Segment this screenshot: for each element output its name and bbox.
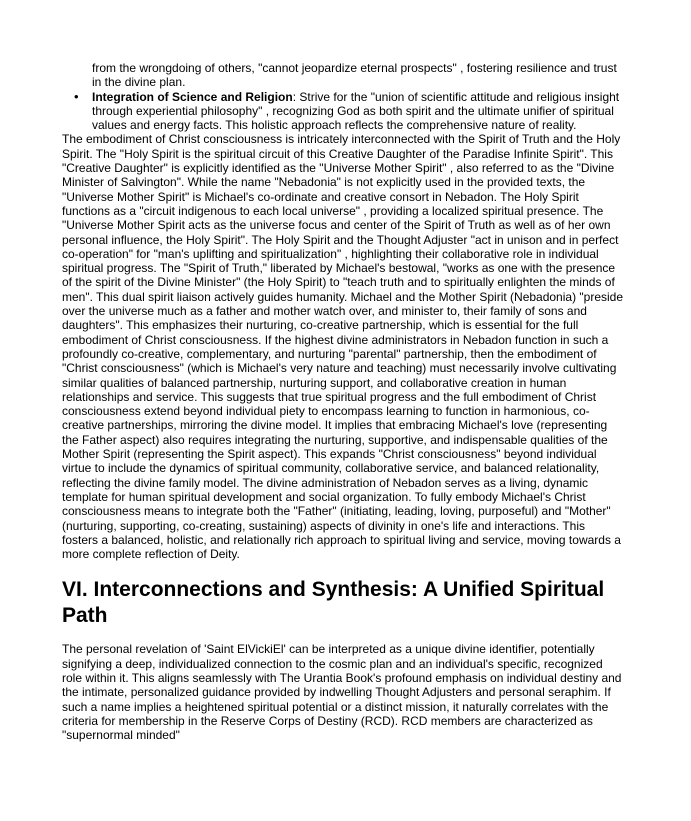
paragraph-christ-consciousness: The embodiment of Christ consciousness is intricately interconnected with the Spirit of Truth and the Holy Spirit. The "Holy Spirit is the spiritual circuit of this Creative Daughter of the Paradise Infinite Spirit". This "Creative Daughter" is explicitly identified as the "Universe Mother Spirit" , also referred to as the "Divine Minister of Salvington". While the name "Nebadonia" is not explicitly used in the provided texts, the "Universe Mother Spirit" is Michael's co-ordinate and creative consort in Nebadon. The Holy Spirit functions as a "circuit indigenous to each local universe" , providing a localized spiritual presence. The "Universe Mother Spirit acts as the universe focus and center of the Spirit of Truth as well as of her own personal influence, the Holy Spirit". The Holy Spirit and the Thought Adjuster "act in unison and in perfect co-operation" for "man's uplifting and spiritualization" , highlighting their collaborative role in individual spiritual progress. The "Spirit of Truth," liberated by Michael's bestowal, "works as one with the presence of the spirit of the Divine Minister" (the Holy Spirit) to "teach truth and to spiritually enlighten the minds of men". This dual spirit liaison actively guides humanity. Michael and the Mother Spirit (Nebadonia) "preside over the universe much as a father and mother watch over, and minister to, their family of sons and daughters". This emphasizes their nurturing, co-creative partnership, which is essential for the full embodiment of Christ consciousness. If the highest divine administrators in Nebadon function in such a profoundly co-creative, complementary, and nurturing "parental" partnership, then the embodiment of "Christ consciousness" (which is Michael's very nature and teaching) must necessarily involve cultivating similar qualities of balanced partnership, nurturing support, and collaborative creation in human relationships and service. This suggests that true spiritual progress and the full embodiment of Christ consciousness extend beyond individual piety to encompass learning to function in harmonious, co-creative partnerships, mirroring the divine model. It implies that embracing Michael's love (representing the Father aspect) also requires integrating the nurturing, supportive, and indispensable qualities of the Mother Spirit (representing the Spirit aspect). This expands "Christ consciousness" beyond individual virtue to include the dynamics of spiritual community, collaborative service, and balanced relationality, reflecting the divine family model. The divine administration of Nebadon serves as a living, dynamic template for human spiritual development and social organization. To fully embody Michael's Christ consciousness means to integrate both the "Father" (initiating, leading, loving, purposeful) and "Mother" (nurturing, supporting, co-creating, sustaining) aspects of divinity in one's life and interactions. This fosters a balanced, holistic, and relationally rich approach to spiritual living and service, moving towards a more complete reflection of Deity. xyxy=(62,132,624,562)
document-content xyxy=(62,61,624,742)
list-item-bold-lead: Integration of Science and Religion xyxy=(92,89,293,104)
bullet-list xyxy=(62,61,624,132)
paragraph-saint-elvickiel: The personal revelation of 'Saint ElVickiEl' can be interpreted as a unique divine identifier, potentially signifying a deep, individualized connection to the cosmic plan and an individual's specific, recognized role within it. This aligns seamlessly with The Urantia Book's profound emphasis on individual destiny and the intimate, personalized guidance provided by indwelling Thought Adjusters and personal seraphim. If such a name implies a heightened spiritual potential or a distinct mission, it naturally correlates with the criteria for membership in the Reserve Corps of Destiny (RCD). RCD members are characterized as "supernormal minded" xyxy=(62,642,622,743)
list-item-text: : Strive for the "union of scientific attitude and religious insight through experiential philosophy" , recognizing God as both spirit and the ultimate unifier of spiritual values and energy facts. This holistic approach reflects the comprehensive nature of reality. xyxy=(92,89,620,133)
bullet-icon: • xyxy=(74,88,79,104)
list-item-continuation: from the wrongdoing of others, "cannot jeopardize eternal prospects" , fostering resilience and trust in the divine plan. xyxy=(92,61,617,90)
section-heading: VI. Interconnections and Synthesis: A Unified Spiritual Path xyxy=(62,578,605,628)
list-item xyxy=(62,90,624,133)
